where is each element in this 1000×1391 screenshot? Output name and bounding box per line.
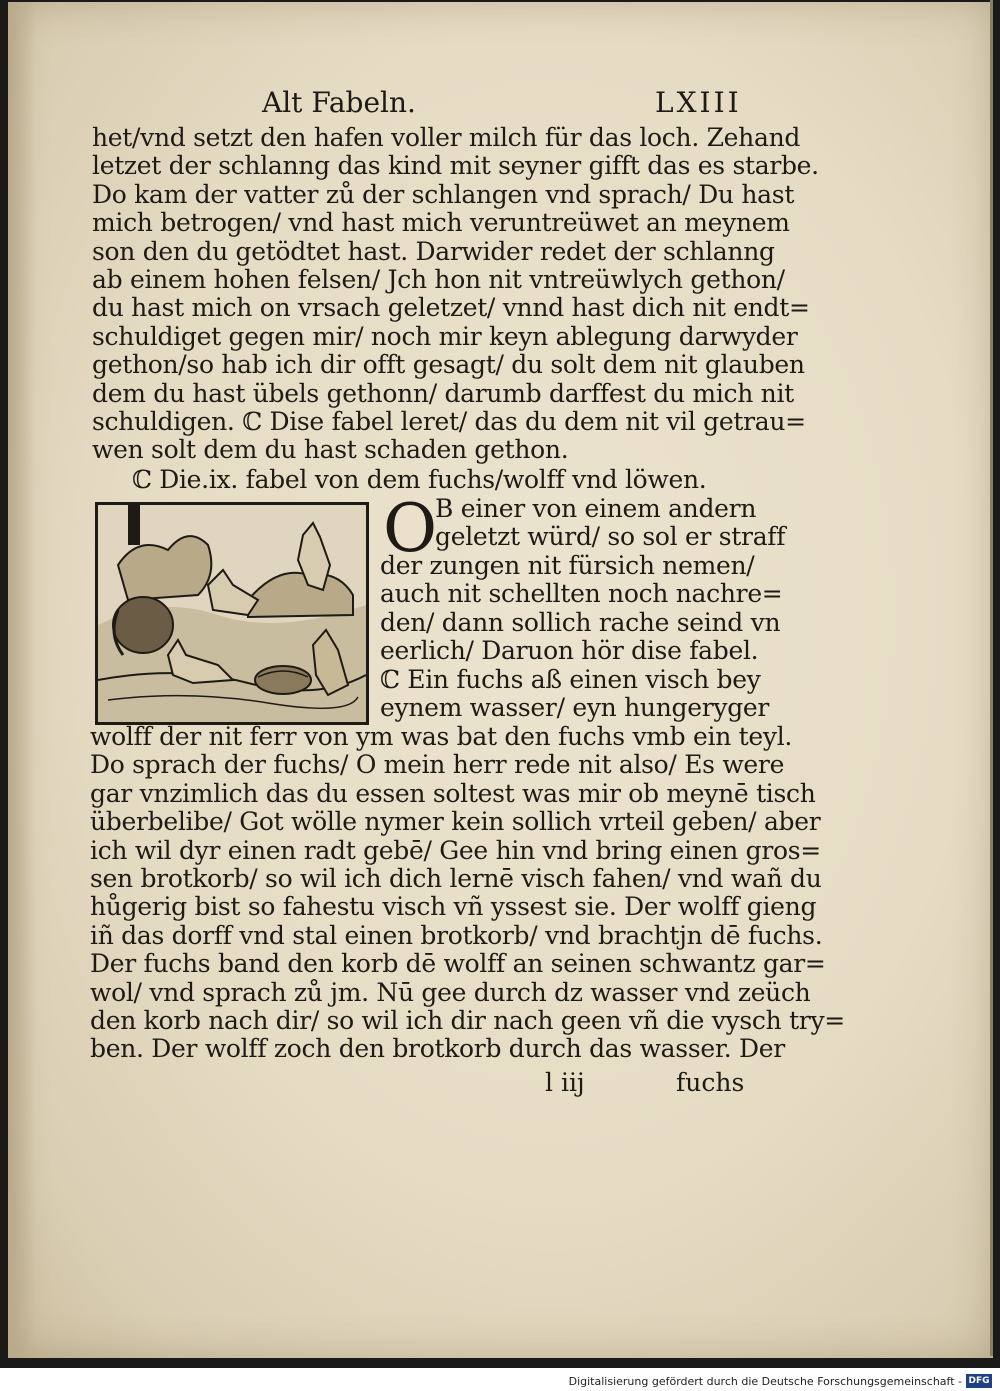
decorated-initial: O: [383, 490, 438, 567]
folio-number: LXIII: [655, 86, 742, 119]
text-line: schuldiget gegen mir/ noch mir keyn ablegung darwyder: [92, 321, 798, 351]
text-line: du hast mich on vrsach geletzet/ vnnd hast dich nit endt=: [92, 293, 810, 323]
text-line: ab einem hohen felsen/ Jch hon nit vntreüwlych gethon/: [92, 265, 785, 295]
text-line: geletzt würd/ so sol er straff: [435, 522, 786, 552]
running-head-title: Alt Fabeln.: [262, 86, 416, 119]
text-line: sen brotkorb/ so wil ich dich lernē visch fahen/ vnd wañ du: [90, 864, 822, 894]
dfg-logo-icon: DFG: [966, 1374, 992, 1388]
signature-mark: l iij: [545, 1068, 585, 1097]
text-line: het/vnd setzt den hafen voller milch für das loch. Zehand: [92, 123, 801, 152]
text-line: den/ dann sollich rache seind vn: [380, 607, 781, 637]
page-edge: [990, 0, 993, 1356]
text-line: wolff der nit ferr von ym was bat den fuchs vmb ein teyl.: [90, 722, 793, 751]
body-text-bottom: [90, 722, 845, 1064]
text-line: B einer von einem andern: [435, 494, 757, 523]
body-text-beside-image: [435, 494, 786, 552]
text-line: mich betrogen/ vnd hast mich veruntreüwet an meynem: [92, 208, 790, 238]
text-line: dem du hast übels gethonn/ darumb darffest du mich nit: [92, 378, 794, 408]
catchword: fuchs: [676, 1068, 745, 1097]
woodcut-illustration: [95, 502, 369, 725]
text-line: son den du getödtet hast. Darwider redet der schlanng: [92, 236, 775, 266]
text-line: gethon/so hab ich dir offt gesagt/ du solt dem nit glauben: [92, 350, 805, 380]
text-line: iñ das dorff vnd stal einen brotkorb/ vnd brachtjn dē fuchs.: [90, 920, 823, 950]
text-line: auch nit schellten noch nachre=: [380, 579, 783, 609]
text-line: ich wil dyr einen radt gebē/ Gee hin vnd bring einen gros=: [90, 835, 821, 865]
text-line: schuldigen. ℂ Dise fabel leret/ das du dem nit vil getrau=: [92, 407, 806, 437]
footer-credit: Digitalisierung gefördert durch die Deutsche Forschungsgemeinschaft -: [568, 1375, 962, 1388]
text-line: Do kam der vatter zů der schlangen vnd sprach/ Du hast: [92, 179, 795, 209]
text-line: Der fuchs band den korb dē wolff an seinen schwantz gar=: [90, 949, 826, 979]
text-line: letzet der schlanng das kind mit seyner gifft das es starbe.: [92, 151, 819, 181]
text-line: wen solt dem du hast schaden gethon.: [92, 435, 569, 465]
text-line: gar vnzimlich das du essen soltest was mir ob meynē tisch: [90, 778, 816, 808]
text-line: eynem wasser/ eyn hungeryger: [380, 693, 770, 723]
text-line: der zungen nit fürsich nemen/: [380, 551, 755, 580]
text-line: ℂ Ein fuchs aß einen visch bey: [380, 664, 761, 694]
page-gutter-shadow: [8, 2, 36, 1358]
text-line: Do sprach der fuchs/ O mein herr rede nit also/ Es were: [90, 750, 785, 780]
text-line: eerlich/ Daruon hör dise fabel.: [380, 636, 759, 666]
body-text-top: [92, 123, 819, 465]
text-line: hůgerig bist so fahestu visch vñ yssest sie. Der wolff gieng: [90, 892, 817, 922]
text-line: wol/ vnd sprach zů jm. Nū gee durch dz wasser vnd zeüch: [90, 977, 811, 1007]
text-line: ben. Der wolff zoch den brotkorb durch das wasser. Der: [90, 1034, 785, 1064]
fable-title: ℂ Die.ix. fabel von dem fuchs/wolff vnd löwen.: [132, 465, 707, 494]
body-text-beside-image-lower: [380, 551, 783, 723]
text-line: überbelibe/ Got wölle nymer kein sollich vrteil geben/ aber: [90, 807, 821, 837]
woodcut-fox-wolf-lion-image: [98, 505, 366, 722]
text-line: den korb nach dir/ so wil ich dir nach geen vñ die vysch try=: [90, 1006, 845, 1036]
digitization-footer: [0, 1371, 1000, 1391]
